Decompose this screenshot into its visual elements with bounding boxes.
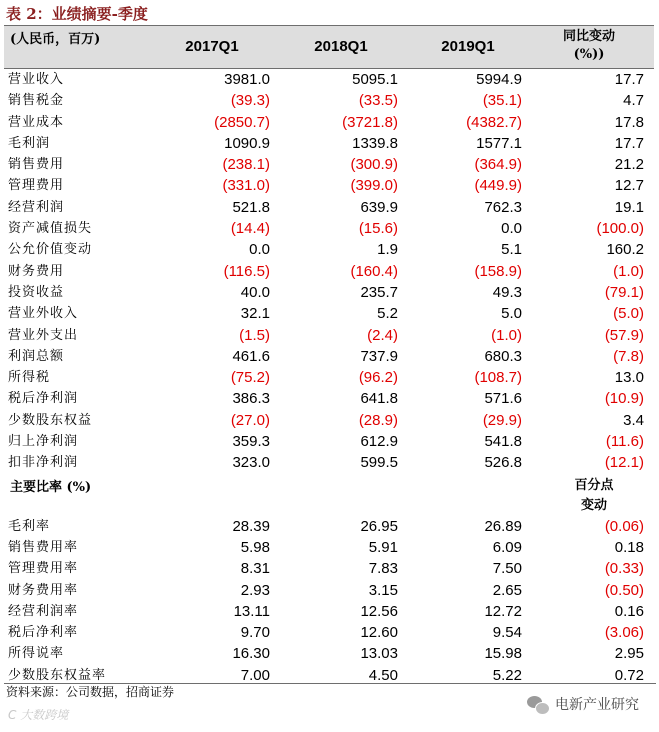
cell-value: (0.33): [604, 560, 644, 578]
table-row: [4, 558, 654, 579]
row-label: 经营利润: [8, 199, 65, 215]
cell-value: (14.4): [230, 220, 270, 238]
cell-value: 0.18: [614, 538, 644, 556]
row-label: 利润总额: [8, 348, 65, 364]
cell-value: 5994.9: [476, 71, 522, 88]
watermark: C 大数跨境: [8, 708, 69, 722]
cell-value: 0.0: [249, 241, 270, 259]
cell-value: (1.5): [239, 326, 270, 344]
source-note: 资料来源：公司数据，招商证券: [4, 683, 656, 700]
table-title: 表 2：业绩摘要-季度: [6, 5, 148, 23]
header-unit-label: (人民币，百万): [10, 32, 101, 47]
cell-value: 7.00: [240, 666, 270, 684]
cell-value: 49.3: [492, 283, 522, 301]
cell-value: 3981.0: [224, 71, 270, 88]
row-label: 毛利润: [8, 135, 51, 151]
cell-value: (27.0): [230, 411, 270, 429]
cell-value: (39.3): [230, 92, 270, 110]
header-yoy-line1: 同比变动: [562, 29, 615, 44]
row-label: 经营利润率: [8, 603, 79, 619]
cell-value: (79.1): [604, 283, 644, 301]
cell-value: 15.98: [484, 645, 522, 663]
row-label: 少数股东权益: [8, 412, 93, 428]
row-label: 资产减值损失: [8, 221, 93, 237]
row-label: 销售税金: [8, 93, 65, 109]
cell-value: (4382.7): [466, 113, 522, 131]
cell-value: 7.50: [492, 560, 522, 578]
row-label: 营业外支出: [8, 327, 79, 343]
brand-badge: [527, 692, 639, 718]
cell-value: (12.1): [604, 454, 644, 472]
cell-value: 2.95: [614, 645, 644, 663]
table-row: [4, 580, 654, 601]
table-row: [4, 239, 654, 260]
cell-value: 2.65: [492, 581, 522, 599]
cell-value: (57.9): [604, 326, 644, 344]
cell-value: 359.3: [232, 433, 270, 451]
cell-value: 461.6: [232, 347, 270, 365]
cell-value: 4.7: [623, 92, 644, 110]
cell-value: 599.5: [360, 454, 398, 472]
cell-value: (100.0): [596, 220, 644, 238]
cell-value: 19.1: [614, 198, 644, 216]
table-row: [4, 346, 654, 367]
cell-value: 5.1: [501, 241, 522, 259]
cell-value: 17.7: [614, 71, 644, 88]
row-label: 少数股东权益率: [8, 667, 107, 683]
cell-value: 9.54: [492, 624, 522, 642]
table-row: [4, 175, 654, 196]
cell-value: (160.4): [350, 262, 398, 280]
cell-value: 0.16: [614, 602, 644, 620]
row-label: 归上净利润: [8, 434, 79, 450]
cell-value: (0.06): [604, 517, 644, 535]
cell-value: 639.9: [360, 198, 398, 216]
cell-value: 26.95: [360, 517, 398, 535]
ratio-section-title: 主要比率 (%): [10, 479, 92, 495]
cell-value: 762.3: [484, 198, 522, 216]
cell-value: 12.72: [484, 602, 522, 620]
table-row: [4, 197, 654, 218]
cell-value: (364.9): [474, 156, 522, 174]
row-label: 管理费用: [8, 178, 65, 194]
income-rows: [4, 69, 654, 474]
table-row: [4, 537, 654, 558]
table-row: [4, 325, 654, 346]
cell-value: 28.39: [232, 517, 270, 535]
table-row: [4, 303, 654, 324]
cell-value: 32.1: [240, 305, 270, 323]
cell-value: 40.0: [240, 283, 270, 301]
row-label: 所得税: [8, 370, 51, 386]
cell-value: (33.5): [358, 92, 398, 110]
cell-value: (2850.7): [214, 113, 270, 131]
table-row: [4, 69, 654, 90]
cell-value: 5.0: [501, 305, 522, 323]
table-row: [4, 90, 654, 111]
cell-value: 521.8: [232, 198, 270, 216]
table-row: [4, 388, 654, 409]
row-label: 销售费用: [8, 157, 65, 173]
cell-value: 3.4: [623, 411, 644, 429]
header-col-2019q1: 2019Q1: [441, 38, 495, 55]
table-row: [4, 367, 654, 388]
cell-value: 9.70: [240, 624, 270, 642]
cell-value: (2.4): [367, 326, 398, 344]
ratio-rows: [4, 516, 654, 686]
table-row: [4, 261, 654, 282]
cell-value: 8.31: [240, 560, 270, 578]
row-label: 税后净利润: [8, 391, 79, 407]
cell-value: 612.9: [360, 433, 398, 451]
row-label: 公允价值变动: [8, 242, 93, 258]
cell-value: 0.0: [501, 220, 522, 238]
cell-value: (96.2): [358, 369, 398, 387]
ratio-section-header: [4, 474, 654, 516]
table-row: [4, 282, 654, 303]
cell-value: (158.9): [474, 262, 522, 280]
table-row: [4, 112, 654, 133]
table-row: [4, 516, 654, 537]
cell-value: (1.0): [613, 262, 644, 280]
row-label: 税后净利率: [8, 625, 79, 641]
cell-value: 680.3: [484, 347, 522, 365]
cell-value: (238.1): [222, 156, 270, 174]
cell-value: 1090.9: [224, 134, 270, 152]
header-col-2017q1: 2017Q1: [185, 38, 239, 55]
cell-value: 0.72: [614, 666, 644, 684]
cell-value: 26.89: [484, 517, 522, 535]
cell-value: (15.6): [358, 220, 398, 238]
cell-value: (3.06): [604, 624, 644, 642]
cell-value: (11.6): [605, 433, 644, 451]
ratio-change-line2: 变动: [580, 497, 607, 513]
row-label: 毛利率: [8, 518, 51, 534]
cell-value: 13.0: [614, 369, 644, 387]
cell-value: 386.3: [232, 390, 270, 408]
cell-value: 160.2: [606, 241, 644, 259]
header-yoy-line2: (%)): [573, 47, 605, 62]
cell-value: (35.1): [482, 92, 522, 110]
row-label: 投资收益: [8, 284, 65, 300]
table-row: [4, 431, 654, 452]
cell-value: (0.50): [604, 581, 644, 599]
cell-value: 5.91: [368, 538, 398, 556]
cell-value: (116.5): [223, 262, 270, 280]
cell-value: 1.9: [377, 241, 398, 259]
cell-value: 737.9: [360, 347, 398, 365]
cell-value: 7.83: [368, 560, 398, 578]
cell-value: 641.8: [360, 390, 398, 408]
cell-value: 12.56: [360, 602, 398, 620]
cell-value: 6.09: [492, 538, 522, 556]
cell-value: (28.9): [358, 411, 398, 429]
row-label: 销售费用率: [8, 539, 79, 555]
cell-value: 2.93: [240, 581, 270, 599]
table-row: [4, 154, 654, 175]
cell-value: 541.8: [484, 433, 522, 451]
table-row: [4, 452, 654, 473]
cell-value: 4.50: [368, 666, 398, 684]
cell-value: 571.6: [484, 390, 522, 408]
cell-value: 323.0: [232, 454, 270, 472]
cell-value: (7.8): [613, 347, 644, 365]
summary-table: [4, 25, 654, 686]
ratio-change-header: [559, 476, 629, 516]
row-label: 扣非净利润: [8, 455, 79, 471]
cell-value: 12.7: [614, 177, 644, 195]
cell-value: 235.7: [360, 283, 398, 301]
row-label: 营业收入: [8, 72, 65, 87]
header-col-2018q1: 2018Q1: [314, 38, 368, 55]
cell-value: (10.9): [604, 390, 644, 408]
cell-value: (300.9): [350, 156, 398, 174]
brand-name: 电新产业研究: [555, 697, 639, 713]
cell-value: 5.22: [492, 666, 522, 684]
cell-value: (331.0): [222, 177, 270, 195]
row-label: 营业成本: [8, 114, 65, 130]
cell-value: (1.0): [491, 326, 522, 344]
cell-value: 12.60: [360, 624, 398, 642]
cell-value: 17.8: [614, 113, 644, 131]
table-row: [4, 218, 654, 239]
cell-value: 21.2: [614, 156, 644, 174]
cell-value: 5.2: [377, 305, 398, 323]
cell-value: 1577.1: [476, 134, 522, 152]
table-row: [4, 410, 654, 431]
cell-value: (399.0): [350, 177, 398, 195]
row-label: 财务费用: [8, 263, 65, 279]
row-label: 财务费用率: [8, 582, 79, 598]
cell-value: (5.0): [613, 305, 644, 323]
header-col-yoy: [534, 28, 644, 64]
ratio-change-line1: 百分点: [574, 477, 614, 493]
cell-value: 1339.8: [352, 134, 398, 152]
cell-value: (75.2): [230, 369, 270, 387]
cell-value: 5.98: [240, 538, 270, 556]
cell-value: 16.30: [232, 645, 270, 663]
table-row: [4, 601, 654, 622]
cell-value: 13.11: [233, 602, 270, 620]
cell-value: (29.9): [482, 411, 522, 429]
row-label: 管理费用率: [8, 561, 79, 577]
cell-value: 526.8: [484, 454, 522, 472]
cell-value: (3721.8): [342, 113, 398, 131]
cell-value: 5095.1: [352, 71, 398, 88]
table-row: [4, 133, 654, 154]
cell-value: (449.9): [474, 177, 522, 195]
table-row: [4, 643, 654, 664]
cell-value: 13.03: [360, 645, 398, 663]
row-label: 营业外收入: [8, 306, 79, 322]
row-label: 所得说率: [8, 646, 65, 662]
cell-value: 17.7: [614, 134, 644, 152]
table-header: [4, 25, 654, 69]
table-row: [4, 622, 654, 643]
wechat-icon: [527, 696, 549, 714]
cell-value: 3.15: [368, 581, 398, 599]
cell-value: (108.7): [474, 369, 522, 387]
